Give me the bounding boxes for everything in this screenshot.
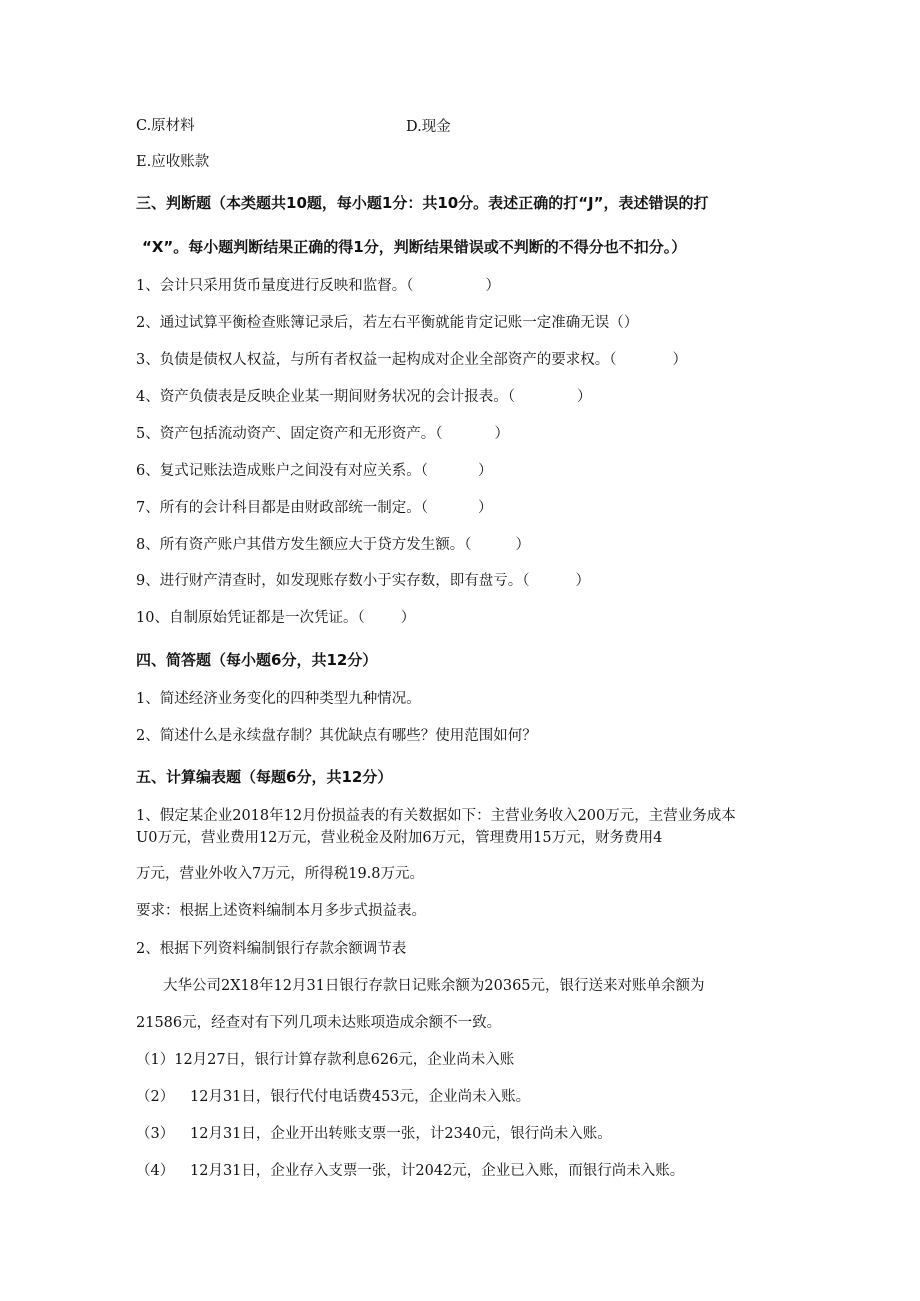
option-c: C.原材料 [136,118,195,134]
judge-item-1 [136,276,500,296]
section5-heading: 五、计算编表题（每题6分，共12分） [136,768,393,786]
calc-q1-line3: 万元，营业外收入7万元，所得税19.8万元。 [136,866,425,882]
unrecorded-item-1 [136,1050,514,1070]
judge-item-10 [136,608,415,628]
unrecorded-item-2 [136,1087,530,1107]
judge-item-9 [136,571,590,591]
judge-item-text: 7、所有的会计科目都是由财政部统一制定。（ [136,500,428,516]
unrecorded-item-4 [136,1161,684,1181]
judge-item-6 [136,461,492,481]
judge-item-close: ） [494,426,509,442]
judge-item-text: 1、会计只采用货币量度进行反映和监督。（ [136,278,414,294]
item-text: 12月31日，企业开出转账支票一张，计2340元，银行尚未入账。 [190,1126,612,1142]
judge-item-close: ） [672,352,687,368]
item-label: （2） [136,1089,175,1105]
judge-item-8 [136,535,530,555]
section4-heading: 四、简答题（每小题6分，共12分） [136,651,378,669]
judge-item-3 [136,350,687,370]
judge-item-text: 6、复式记账法造成账户之间没有对应关系。（ [136,463,428,479]
item-text: 12月31日，银行代付电话费453元，企业尚未入账。 [190,1089,531,1105]
item-label: （3） [136,1126,175,1142]
judge-item-text: 3、负债是债权人权益，与所有者权益一起构成对企业全部资产的要求权。（ [136,352,617,368]
judge-item-text: 2、通过试算平衡检查账簿记录后，若左右平衡就能肯定记账一定准确无误（） [136,315,639,331]
judge-item-5 [136,424,509,444]
judge-item-close: ） [477,500,493,516]
judge-item-2 [136,313,638,333]
judge-item-4 [136,387,591,407]
calc-q1-line2: U0万元，营业费用12万元，营业税金及附加6万元，管理费用15万元，财务费用4 [136,830,663,846]
calc-q1-line1: 1、假定某企业2018年12月份损益表的有关数据如下：主营业务收入200万元，主营业务成本 [136,808,736,824]
judge-item-text: 8、所有资产账户其借方发生额应大于贷方发生额。（ [136,537,472,553]
calc-q1-requirement: 要求：根据上述资料编制本月多步式损益表。 [136,903,426,919]
unrecorded-item-3 [136,1124,612,1144]
section3-heading-line2: “X”。每小题判断结果正确的得1分，判断结果错误或不判断的不得分也不扣分。） [142,238,687,256]
judge-item-close: ） [400,610,416,626]
judge-item-7 [136,498,492,518]
item-label: （1） [136,1052,175,1068]
option-d: D.现金 [406,119,451,135]
short-answer-2: 2、简述什么是永续盘存制？其优缺点有哪些？使用范围如何？ [136,728,537,744]
short-answer-1: 1、简述经济业务变化的四种类型九种情况。 [136,691,421,707]
judge-item-close: ） [576,389,592,405]
item-text: 12月31日，企业存入支票一张，计2042元，企业已入账，而银行尚未入账。 [190,1163,685,1179]
section3-heading-line1: 三、判断题（本类题共10题，每小题1分：共10分。表述正确的打“J”，表述错误的打 [136,194,709,212]
calc-q2-paragraph-line1: 大华公司2X18年12月31日银行存款日记账余额为20365元，银行送来对账单余额为 [163,978,705,994]
item-text: 12月27日，银行计算存款利息626元，企业尚未入账 [174,1052,515,1068]
judge-item-text: 4、资产负债表是反映企业某一期间财务状况的会计报表。（ [136,389,515,405]
judge-item-close: ） [485,278,500,294]
judge-item-close: ） [477,463,493,479]
judge-item-text: 5、资产包括流动资产、固定资产和无形资产。（ [136,426,443,442]
calc-q2-title: 2、根据下列资料编制银行存款余额调节表 [136,941,407,957]
judge-item-close: ） [515,537,530,553]
option-e: E.应收账款 [136,154,210,170]
judge-item-text: 9、进行财产清查时，如发现账存数小于实存数，即有盘亏。（ [136,573,530,589]
judge-item-text: 10、自制原始凭证都是一次凭证。（ [136,610,365,626]
calc-q2-paragraph-line2: 21586元，经查对有下列几项未达账项造成余额不一致。 [136,1015,502,1031]
judge-item-close: ） [575,573,590,589]
item-label: （4） [136,1163,175,1179]
